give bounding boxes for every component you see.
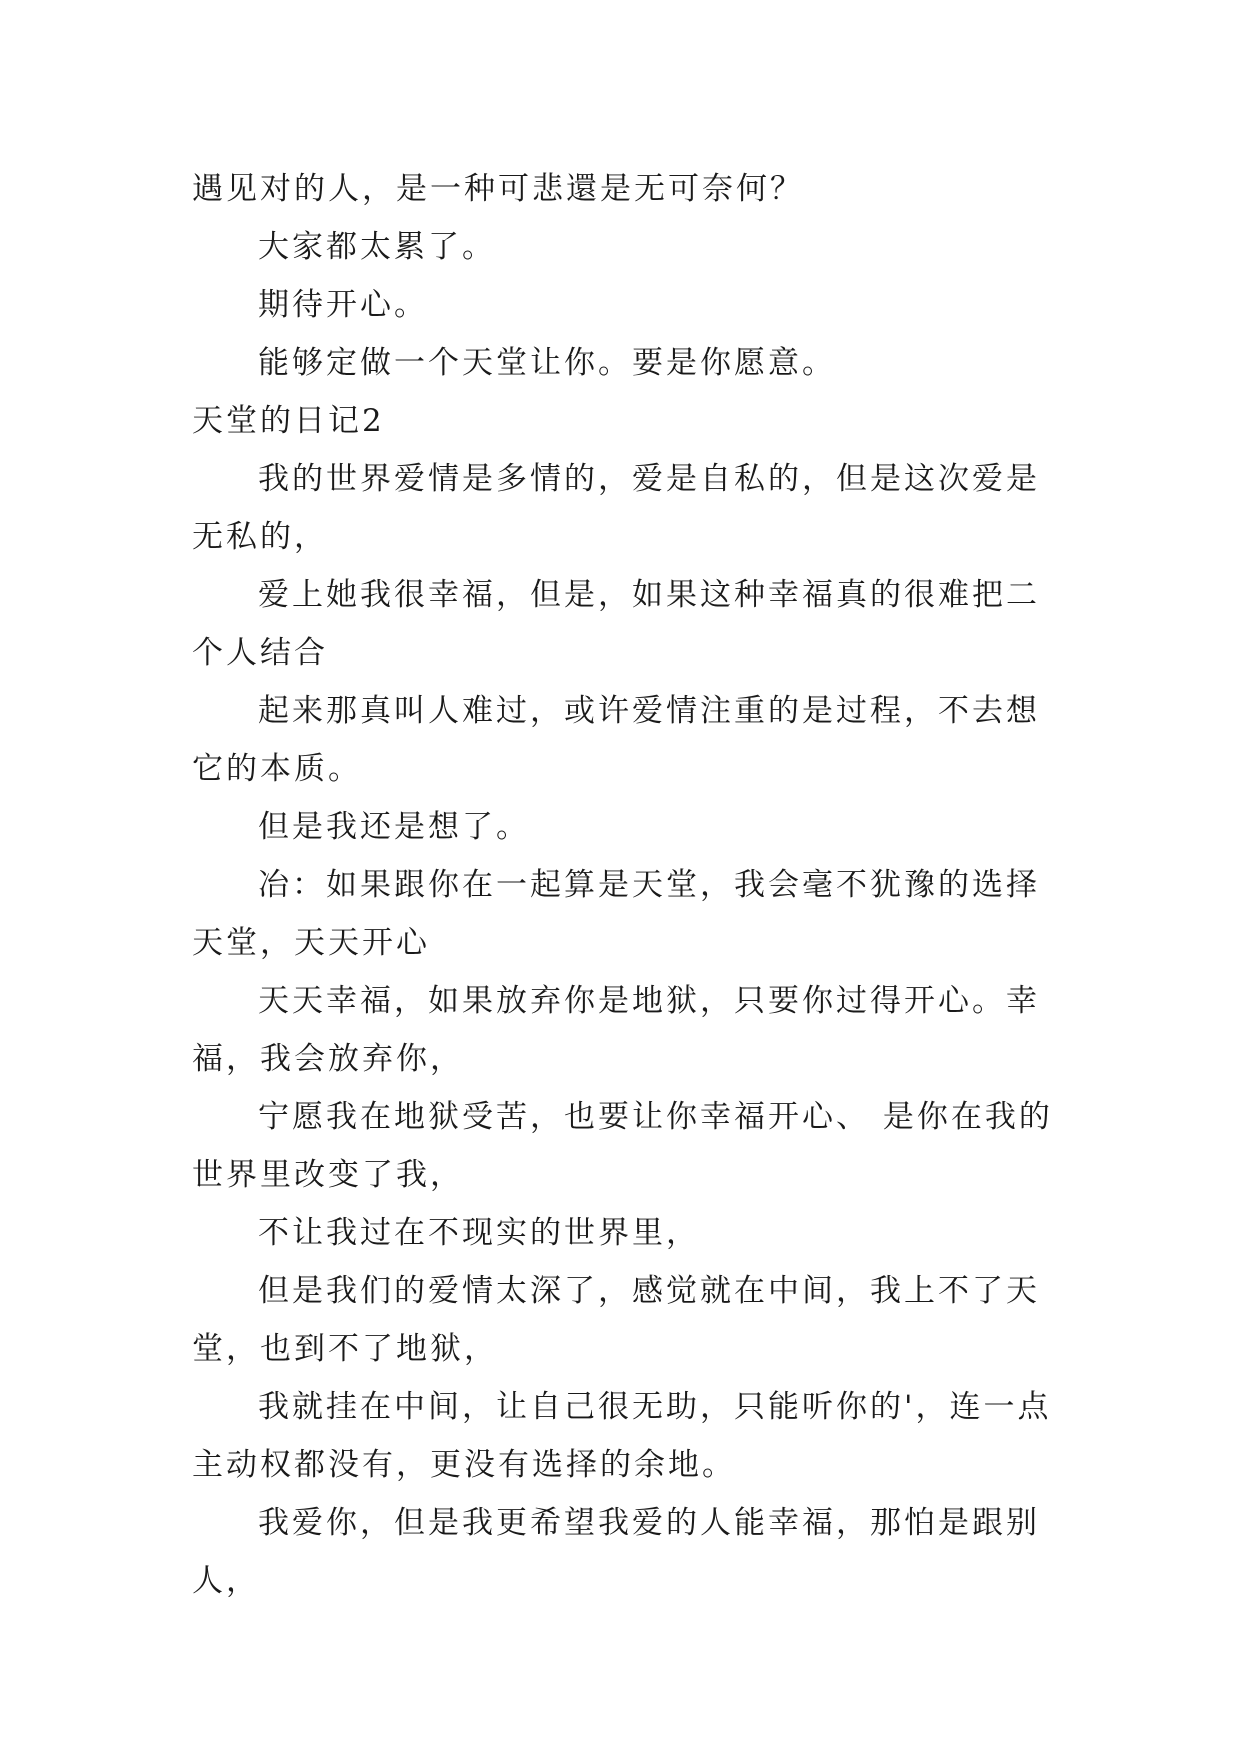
paragraph: 我的世界爱情是多情的，爱是自私的，但是这次爱是无私的，: [192, 461, 1040, 555]
document-body: [192, 160, 1054, 1610]
paragraph: 我就挂在中间，让自己很无助，只能听你的'，连一点主动权都没有，更没有选择的余地。: [192, 1389, 1052, 1483]
paragraph: 大家都太累了。: [258, 229, 496, 265]
paragraph: 但是我们的爱情太深了，感觉就在中间，我上不了天堂，也到不了地狱，: [192, 1273, 1040, 1367]
paragraph: 天天幸福，如果放弃你是地狱，只要你过得开心。幸福，我会放弃你，: [192, 983, 1040, 1077]
paragraph: 能够定做一个天堂让你。要是你愿意。: [258, 345, 836, 381]
section-title: 天堂的日记2: [192, 403, 385, 439]
paragraph: 我爱你，但是我更希望我爱的人能幸福，那怕是跟别人，: [192, 1505, 1040, 1599]
paragraph: 不让我过在不现实的世界里，: [258, 1215, 700, 1251]
paragraph: 遇见对的人，是一种可悲還是无可奈何？: [192, 171, 804, 207]
paragraph: 冶：如果跟你在一起算是天堂，我会毫不犹豫的选择天堂，天天开心: [192, 867, 1040, 961]
paragraph: 爱上她我很幸福，但是，如果这种幸福真的很难把二个人结合: [192, 577, 1040, 671]
paragraph: 起来那真叫人难过，或许爱情注重的是过程，不去想它的本质。: [192, 693, 1040, 787]
paragraph: 期待开心。: [258, 287, 428, 323]
paragraph: 宁愿我在地狱受苦，也要让你幸福开心、 是你在我的世界里改变了我，: [192, 1099, 1053, 1193]
paragraph: 但是我还是想了。: [258, 809, 530, 845]
